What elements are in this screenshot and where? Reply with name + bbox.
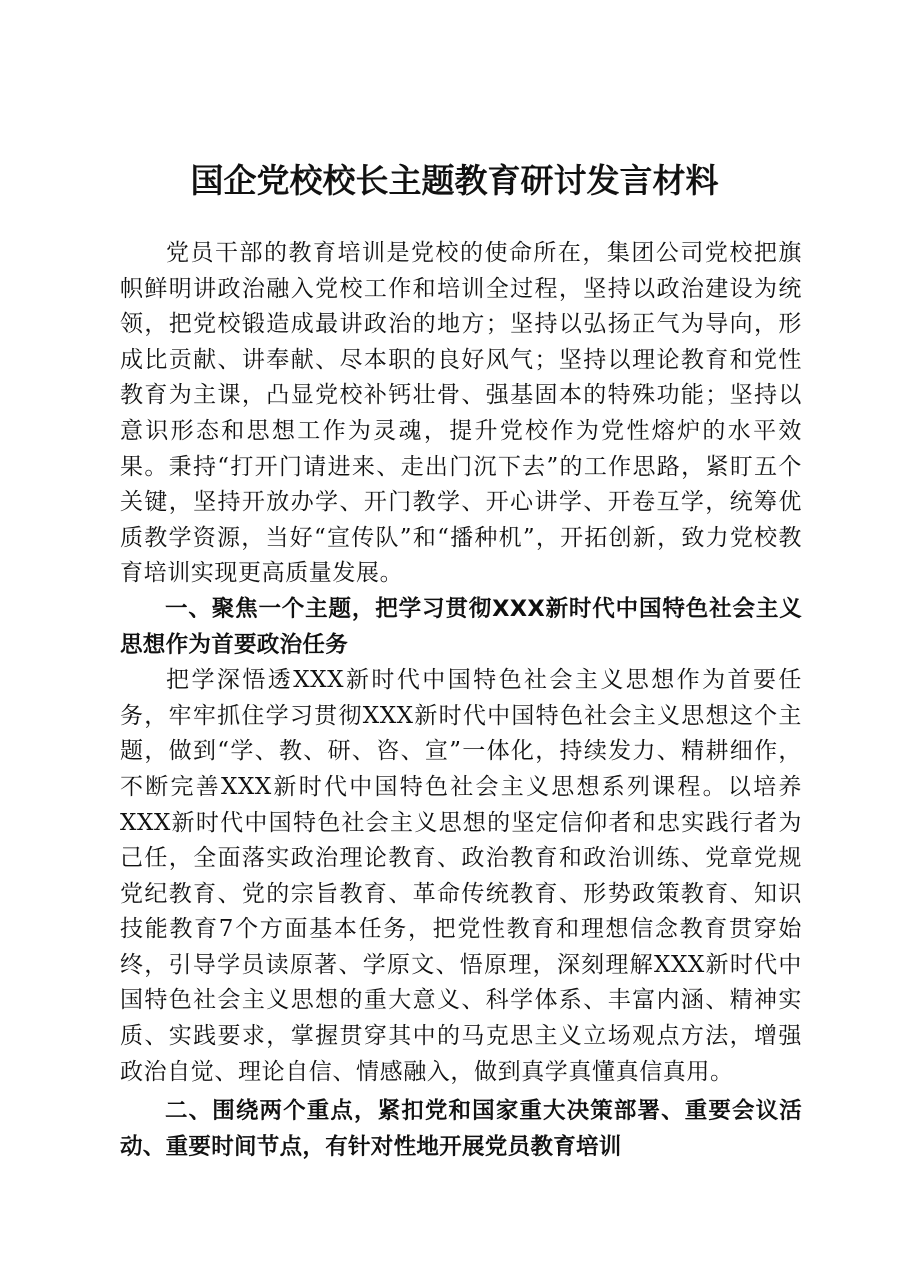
section-2-heading: 二、围绕两个重点，紧扣党和国家重大决策部署、重要会议活动、重要时间节点，有针对性地开展党员教育培训 <box>120 1098 802 1160</box>
document-title: 国企党校校长主题教育研讨发言材料 <box>190 161 719 200</box>
document-body <box>120 236 802 1165</box>
section-1-paragraph: 把学深悟透XXX新时代中国特色社会主义思想作为首要任务，牢牢抓住学习贯彻XXX新时代中国特色社会主义思想这个主题，做到“学、教、研、咨、宣”一体化，持续发力、精耕细作，不断完善XXX新时代中国特色社会主义思想系列课程。以培养XXX新时代中国特色社会主义思想的坚定信仰者和忠实践行者为己任，全面落实政治理论教育、政治教育和政治训练、党章党规党纪教育、党的宗旨教育、革命传统教育、形势政策教育、知识技能教育7个方面基本任务，把党性教育和理想信念教育贯穿始终，引导学员读原著、学原文、悟原理，深刻理解XXX新时代中国特色社会主义思想的重大意义、科学体系、丰富内涵、精神实质、实践要求，掌握贯穿其中的马克思主义立场观点方法，增强政治自觉、理论自信、情感融入，做到真学真懂真信真用。 <box>120 667 802 1085</box>
intro-paragraph: 党员干部的教育培训是党校的使命所在，集团公司党校把旗帜鲜明讲政治融入党校工作和培训全过程，坚持以政治建设为统领，把党校锻造成最讲政治的地方；坚持以弘扬正气为导向，形成比贡献、讲奉献、尽本职的良好风气；坚持以理论教育和党性教育为主课，凸显党校补钙壮骨、强基固本的特殊功能；坚持以意识形态和思想工作为灵魂，提升党校作为党性熔炉的水平效果。秉持“打开门请进来、走出门沉下去”的工作思路，紧盯五个关键，坚持开放办学、开门教学、开心讲学、开卷互学，统筹优质教学资源，当好“宣传队”和“播种机”，开拓创新，致力党校教育培训实现更高质量发展。 <box>120 240 802 587</box>
section-1-heading: 一、聚焦一个主题，把学习贯彻XXX新时代中国特色社会主义思想作为首要政治任务 <box>120 595 802 658</box>
